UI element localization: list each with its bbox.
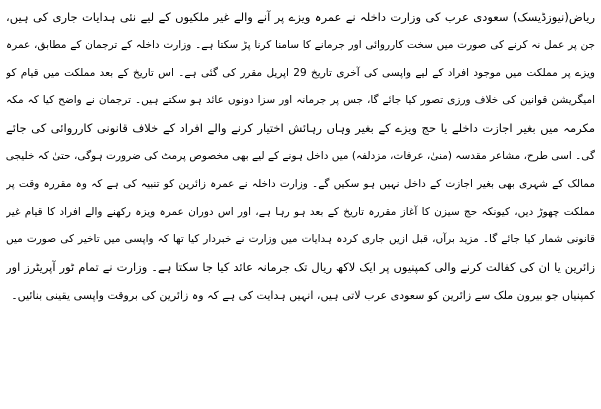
article-line-9: قانونی شمار کیا جائے گا۔ مزید برآں، قبل ازیں جاری کردہ ہدایات میں وزارت نے خبردار کیا تھا کہ واپسی میں تاخیر کی صورت میں	[6, 233, 595, 246]
article-line-11: کمپنیاں جو بیرون ملک سے زائرین کو سعودی عرب لاتی ہیں، انہیں ہدایت کی ہے کہ وہ زائرین کی بروقت واپسی یقینی بنائیں۔	[11, 288, 595, 302]
article-line-5: مکرمہ میں بغیر اجازت داخلے یا حج ویزے کے بغیر وہاں رہائش اختیار کرنے والے افراد کے خلاف قانونی کارروائی کی جائے	[6, 121, 595, 136]
article-line-7: ممالک کے شہری بھی بغیر اجازت کے داخل نہیں ہو سکیں گے۔ وزارت داخلہ نے عمرہ زائرین کو تنبیہ کی ہے کہ وہ مقررہ وقت پر	[6, 177, 595, 190]
article-line-3: ویزے پر مملکت میں موجود افراد کے لیے واپسی کی آخری تاریخ 29 اپریل مقرر کی گئی ہے۔ اس تاریخ کے بعد مملکت میں قیام کو	[6, 66, 595, 79]
article-line-4: امیگریشن قوانین کی خلاف ورزی تصور کیا جائے گا، جس پر جرمانہ اور سزا دونوں عائد ہو سکتے ہیں۔ ترجمان نے واضح کیا کہ مکہ	[6, 94, 595, 107]
article-line-8: مملکت چھوڑ دیں، کیونکہ حج سیزن کا آغاز مقررہ تاریخ کے بعد ہو رہا ہے، اور اس دوران عمرہ ویزہ رکھنے والے افراد کا قیام غیر	[6, 205, 595, 218]
article-line-6: گی۔ اسی طرح، مشاعر مقدسہ (منیٰ، عرفات، مزدلفہ) میں داخل ہونے کے لیے بھی مخصوص پرمٹ کی ضرورت ہوگی، حتیٰ کہ خلیجی	[6, 149, 595, 162]
article-line-1: ریاض(نیوزڈیسک) سعودی عرب کی وزارت داخلہ نے عمرہ ویزے پر آنے والے غیر ملکیوں کے لیے نئی ہدایات جاری کی ہیں،	[6, 10, 595, 24]
article-line-2: جن پر عمل نہ کرنے کی صورت میں سخت کارروائی اور جرمانے کا سامنا کرنا پڑ سکتا ہے۔ وزارت داخلہ کے ترجمان کے مطابق، عمرہ	[6, 38, 595, 51]
article-line-10: زائرین یا ان کی کفالت کرنے والی کمپنیوں پر ایک لاکھ ریال تک جرمانہ عائد کیا جا سکتا ہے۔ وزارت نے تمام ٹور آپریٹرز اور	[6, 260, 595, 275]
